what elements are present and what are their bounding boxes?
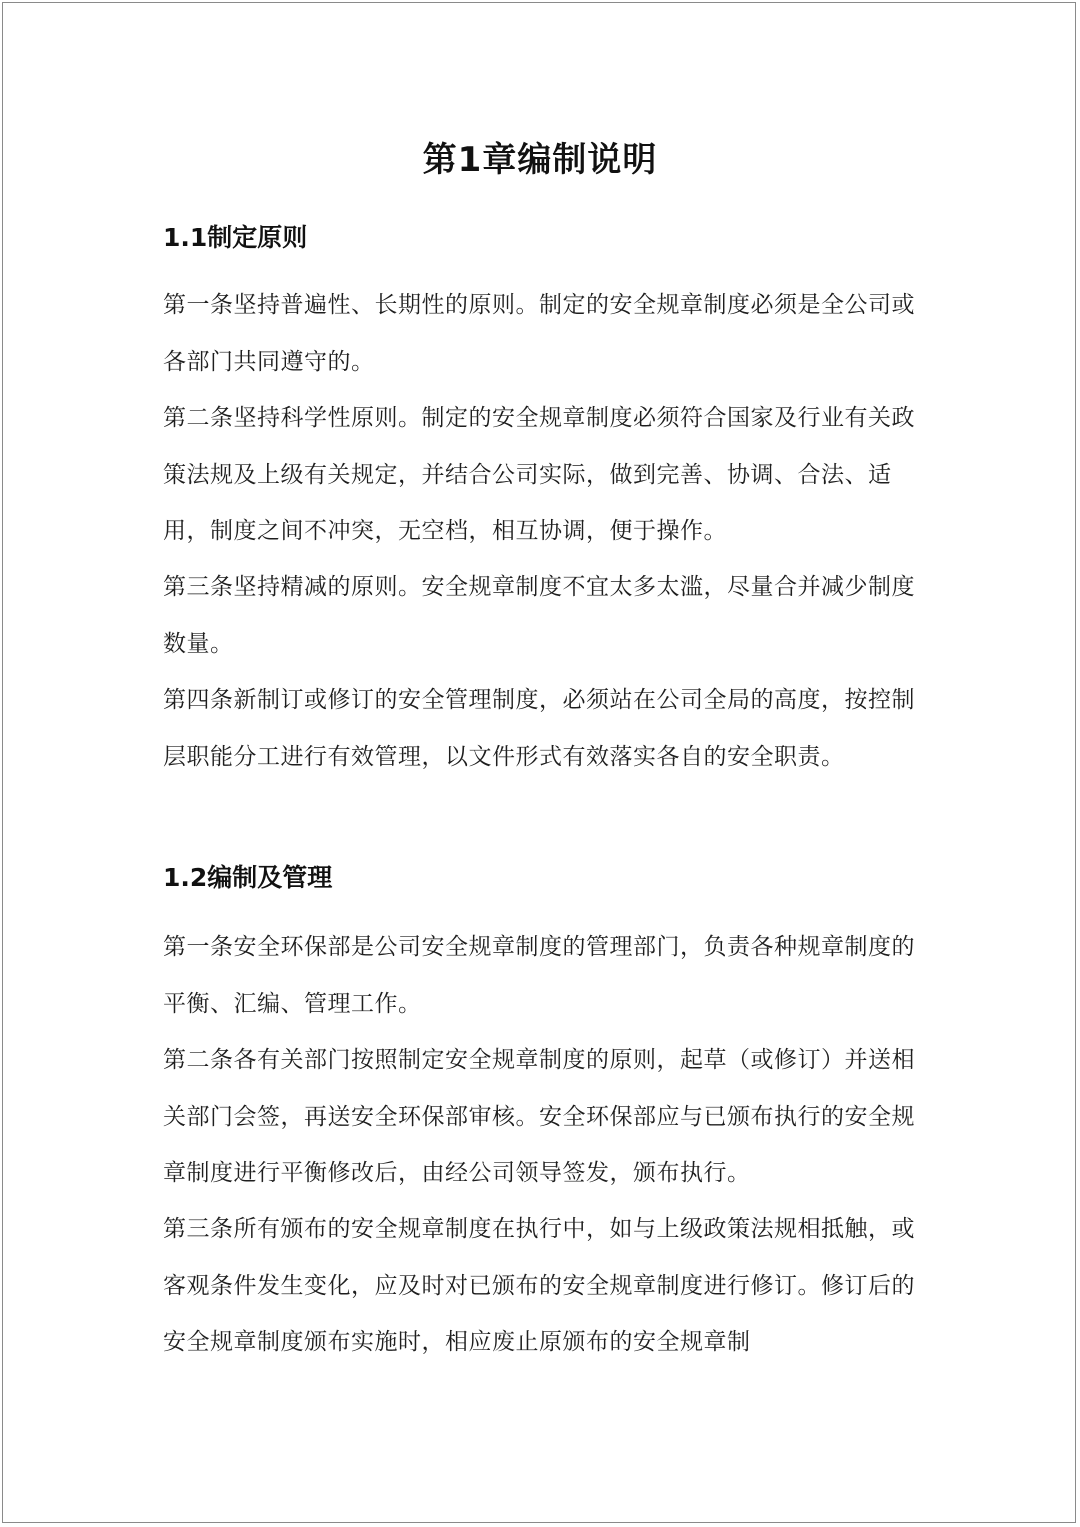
paragraph: 第四条新制订或修订的安全管理制度，必须站在公司全局的高度，按控制层职能分工进行有效管理，以文件形式有效落实各自的安全职责。 <box>163 687 915 770</box>
document-page <box>2 2 1076 1523</box>
paragraph: 第二条坚持科学性原则。制定的安全规章制度必须符合国家及行业有关政策法规及上级有关规定，并结合公司实际，做到完善、协调、合法、适用，制度之间不冲突，无空档，相互协调，便于操作。 <box>163 405 915 544</box>
paragraph: 第一条安全环保部是公司安全规章制度的管理部门，负责各种规章制度的平衡、汇编、管理工作。 <box>163 934 915 1017</box>
paragraph: 第三条坚持精减的原则。安全规章制度不宜太多太滥，尽量合并减少制度数量。 <box>163 574 915 657</box>
paragraph: 第二条各有关部门按照制定安全规章制度的原则，起草（或修订）并送相关部门会签，再送安全环保部审核。安全环保部应与已颁布执行的安全规章制度进行平衡修改后，由经公司领导签发，颁布执行。 <box>163 1047 915 1186</box>
paragraph: 第一条坚持普遍性、长期性的原则。制定的安全规章制度必须是全公司或各部门共同遵守的。 <box>163 292 915 375</box>
paragraph: 第三条所有颁布的安全规章制度在执行中，如与上级政策法规相抵触，或客观条件发生变化，应及时对已颁布的安全规章制度进行修订。修订后的安全规章制度颁布实施时，相应废止原颁布的安全规章制 <box>163 1216 915 1355</box>
chapter-title: 第1章编制说明 <box>422 140 658 180</box>
section-heading-1-1: 1.1制定原则 <box>163 223 308 252</box>
section-heading-1-2: 1.2编制及管理 <box>163 863 333 892</box>
